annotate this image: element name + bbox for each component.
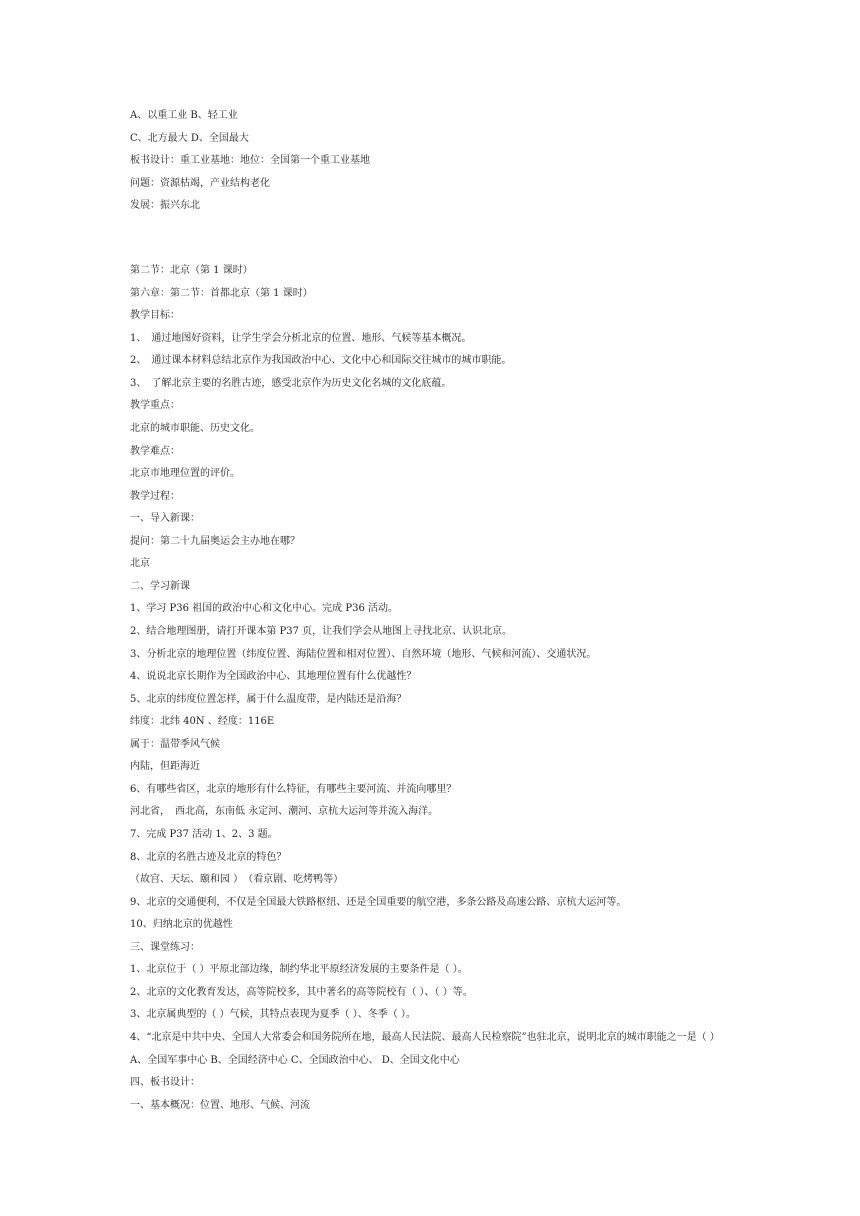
text-line: 一、基本概况：位置、地形、气候、河流 [130, 1100, 310, 1111]
text-line: 4、说说北京长期作为全国政治中心、其地理位置有什么优越性？ [130, 671, 417, 682]
text-line: 发展：振兴东北 [130, 200, 200, 211]
text-line: （故宫、天坛、颐和园 ） （看京剧、吃烤鸭等） [130, 874, 344, 885]
text-line: 1、北京位于（ ）平原北部边缘，制约华北平原经济发展的主要条件是（ ）。 [130, 964, 468, 975]
text-line: 纬度：北纬 40N 、经度：116E [130, 716, 275, 727]
text-line: 9、北京的交通便利，不仅是全国最大铁路枢纽、还是全国重要的航空港，多条公路及高速公路、京杭大运河等。 [130, 897, 627, 908]
chapter-heading: 第六章：第二节：首都北京（第 1 课时） [130, 288, 313, 299]
text-line: 3、北京属典型的（ ）气候，其特点表现为夏季（ ）、冬季（ ）。 [130, 1009, 416, 1020]
text-line: 提问：第二十九届奥运会主办地在哪？ [130, 536, 300, 547]
text-line: 2、北京的文化教育发达，高等院校多，其中著名的高等院校有（ ）、（ ）等。 [130, 987, 473, 998]
text-line: 教学重点： [130, 400, 180, 411]
text-line: 教学过程： [130, 491, 180, 502]
text-line: 北京的城市职能、历史文化。 [130, 423, 260, 434]
text-line: 3、 了解北京主要的名胜古迹，感受北京作为历史文化名城的文化底蕴。 [130, 378, 452, 389]
text-line: 北京 [130, 558, 150, 569]
text-line: 四、板书设计： [130, 1077, 200, 1088]
text-line: 一、导入新课： [130, 513, 200, 524]
text-line: 7、完成 P37 活动 1、2、3 题。 [130, 829, 278, 840]
text-line: 教学目标： [130, 310, 180, 321]
text-line: 3、分析北京的地理位置（纬度位置、海陆位置和相对位置）、自然环境（地形、气候和河流）、交通状况。 [130, 649, 597, 660]
text-line: 8、北京的名胜古迹及北京的特色？ [130, 852, 287, 863]
text-line: 5、北京的纬度位置怎样，属于什么温度带，是内陆还是沿海？ [130, 694, 407, 705]
text-line: 三、课堂练习： [130, 942, 200, 953]
text-line: 6、有哪些省区，北京的地形有什么特征，有哪些主要河流、并流向哪里？ [130, 784, 457, 795]
text-line: A、以重工业 B、轻工业 [130, 110, 238, 121]
text-line: 1、 通过地图好资料，让学生学会分析北京的位置、地形、气候等基本概况。 [130, 333, 472, 344]
text-line: 4、“北京是中共中央、全国人大常委会和国务院所在地，最高人民法院、最高人民检察院”也驻北京，说明北京的城市职能之一是（ ） [130, 1032, 720, 1043]
text-line: 教学难点： [130, 446, 180, 457]
text-line: 2、 通过课本材料总结北京作为我国政治中心、文化中心和国际交往城市的城市职能。 [130, 355, 512, 366]
text-line: 北京市地理位置的评价。 [130, 468, 240, 479]
text-line: 2、结合地理图册，请打开课本第 P37 页，让我们学会从地图上寻找北京、认识北京。 [130, 626, 513, 637]
text-line: C、北方最大 D、全国最大 [130, 133, 249, 144]
text-line: 内陆，但距海近 [130, 761, 200, 772]
text-line: A、全国军事中心 B、全国经济中心 C、全国政治中心、 D、全国文化中心 [130, 1055, 460, 1066]
text-line: 属于：温带季风气候 [130, 739, 220, 750]
text-line: 河北省， 西北高，东南低 永定河、潮河、京杭大运河等并流入海洋。 [130, 806, 439, 817]
text-line: 1、学习 P36 祖国的政治中心和文化中心。完成 P36 活动。 [130, 603, 398, 614]
section-heading: 第二节：北京（第 1 课时） [130, 265, 253, 276]
text-line: 二、学习新课 [130, 581, 190, 592]
text-line: 问题：资源枯竭，产业结构老化 [130, 178, 270, 189]
text-line: 10、归纳北京的优越性 [130, 919, 233, 930]
text-line: 板书设计：重工业基地：地位：全国第一个重工业基地 [130, 155, 370, 166]
